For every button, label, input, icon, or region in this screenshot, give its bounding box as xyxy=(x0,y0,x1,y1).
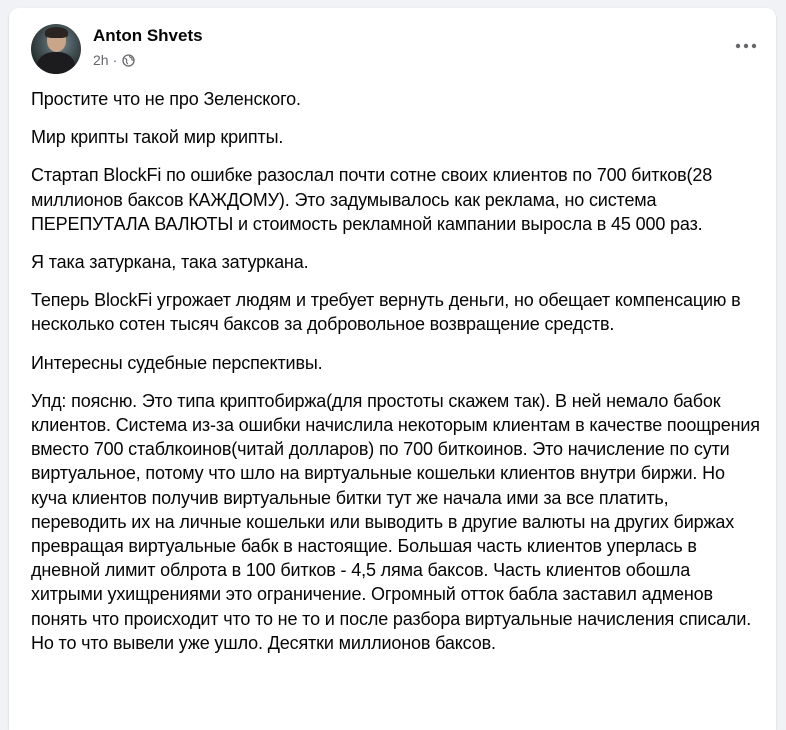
author-name[interactable]: Anton Shvets xyxy=(93,26,203,45)
globe-icon[interactable] xyxy=(122,54,135,67)
post-meta xyxy=(93,52,135,68)
avatar-hair-shape xyxy=(45,27,68,38)
more-options-icon[interactable] xyxy=(734,34,758,58)
post-paragraph: Мир крипты такой мир крипты. xyxy=(31,127,284,148)
post-header xyxy=(9,8,776,88)
post-paragraph: Простите что не про Зеленского. xyxy=(31,89,301,109)
post-card xyxy=(9,8,776,730)
post-paragraph: Я така затуркана, така затуркана. xyxy=(31,252,309,273)
meta-separator: · xyxy=(112,52,118,68)
post-paragraph: Теперь BlockFi угрожает людям и требует вернуть деньги, но обещает компенсацию в несколько сотен тысяч баксов за добровольное возвращение средств. xyxy=(31,290,741,335)
avatar-body-shape xyxy=(37,52,75,74)
post-body xyxy=(31,87,761,669)
post-timestamp[interactable]: 2h xyxy=(93,52,109,68)
post-paragraph: Упд: поясню. Это типа криптобиржа(для простоты скажем так). В ней немало бабок клиентов. Система из-за ошибки начислила некоторым клиентам в качестве поощрения вместо 700 стаблкоинов(читай долларов) по 700 биткоинов. Это начисление по сути виртуальное, потому что шло на виртуальные кошельки клиентов внутри биржи. Но куча клиентов получив виртуальные битки тут же начала ими за все платить, переводить их на личные кошельки или выводить в другие валюты на других биржах превращая виртуальные бабк в настоящие. Большая часть клиентов уперлась в дневной лимит облрота в 100 битков - 4,5 ляма баксов. Часть клиентов обошла хитрыми ухищрениями это ограничение. Огромный отток бабла заставил адменов понять что происходит что то не то и после разбора виртуальные начисления списали. Но то что вывели уже ушло. Десятки миллионов баксов. xyxy=(31,390,760,653)
avatar[interactable] xyxy=(31,24,81,74)
post-paragraph: Стартап BlockFi по ошибке разослал почти сотне своих клиентов по 700 битков(28 миллионов баксов КАЖДОМУ). Это задумывалось как реклама, но система ПЕРЕПУТАЛА ВАЛЮТЫ и стоимость рекламной кампании выросла в 45 000 раз. xyxy=(31,165,713,234)
post-paragraph: Интересны судебные перспективы. xyxy=(31,352,323,373)
